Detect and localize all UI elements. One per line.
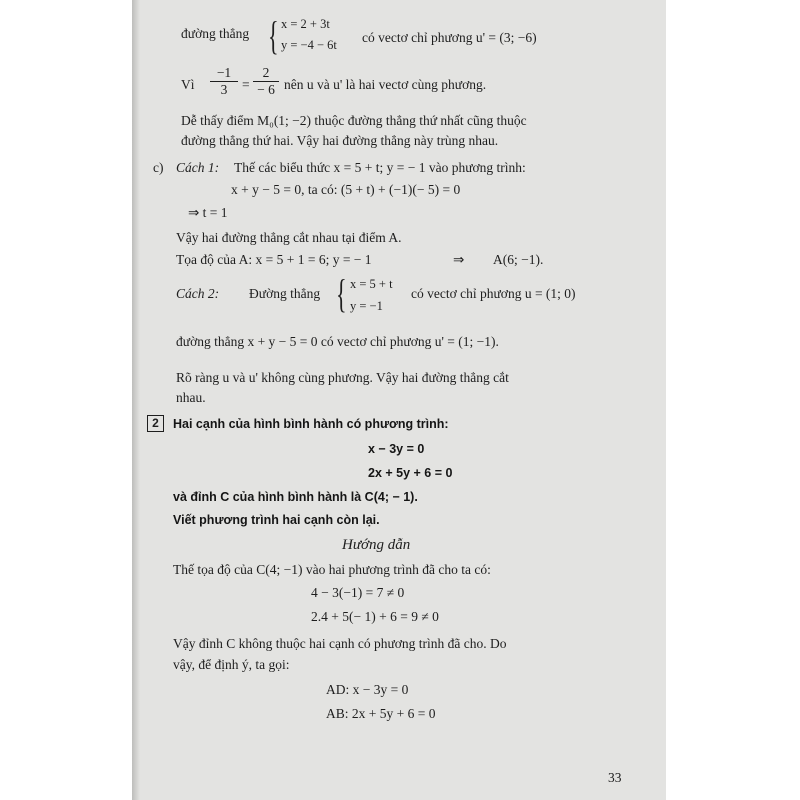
page-gutter-shadow — [132, 0, 140, 800]
final-line1: Rõ ràng u và u' không cùng phương. Vậy hai đường thẳng cắt — [176, 370, 509, 385]
guide-line2: Vậy đỉnh C không thuộc hai cạnh có phương trình đã cho. Do — [173, 636, 507, 651]
coordinate-result: A(6; −1). — [493, 252, 544, 267]
brace-symbol: { — [336, 271, 347, 316]
equation-ab: AB: 2x + 5y + 6 = 0 — [326, 706, 436, 721]
equals-sign: = — [242, 77, 250, 92]
cach2-prefix: Đường thẳng — [249, 286, 321, 301]
page-number: 33 — [608, 770, 622, 785]
fraction-2 — [253, 65, 279, 98]
cach2-suffix: có vectơ chỉ phương u = (1; 0) — [411, 286, 576, 301]
guide-line1: Thế tọa độ của C(4; −1) vào hai phương trình đã cho ta có: — [173, 562, 491, 577]
problem2-eq2: 2x + 5y + 6 = 0 — [368, 466, 453, 480]
block3-line1: Dễ thấy điểm M₀(1; −2) thuộc đường thẳng thứ nhất cũng thuộc — [181, 113, 527, 128]
problem2-line4: Viết phương trình hai cạnh còn lại. — [173, 513, 380, 527]
cach2-label: Cách 2: — [176, 286, 220, 301]
cach1-label: Cách 1: — [176, 160, 220, 175]
system-eq-line2: y = −4 − 6t — [281, 38, 337, 52]
problem2-eq1: x − 3y = 0 — [368, 442, 425, 456]
cach2-system-line2: y = −1 — [350, 299, 383, 313]
fraction-1-numerator: −1 — [210, 65, 238, 82]
cach1-text: Thế các biểu thức x = 5 + t; y = − 1 vào phương trình: — [234, 160, 526, 175]
coordinate-line: Tọa độ của A: x = 5 + 1 = 6; y = − 1 — [176, 252, 372, 267]
block2-tail: nên u và u' là hai vectơ cùng phương. — [284, 77, 487, 92]
cach1-equation: x + y − 5 = 0, ta có: (5 + t) + (−1)(− 5) = 0 — [231, 182, 461, 197]
guide-heading: Hướng dẫn — [342, 537, 411, 553]
problem2-line3: và đỉnh C của hình bình hành là C(4; − 1). — [173, 490, 418, 504]
fraction-2-denominator: − 6 — [257, 82, 275, 97]
problem-number-badge: 2 — [147, 415, 164, 432]
block3-line2: đường thẳng thứ hai. Vậy hai đường thẳng này trùng nhau. — [181, 133, 499, 148]
problem2-statement: Hai cạnh của hình bình hành có phương trình: — [173, 417, 449, 431]
part-c-label: c) — [153, 160, 164, 175]
guide-calc2: 2.4 + 5(− 1) + 6 = 9 ≠ 0 — [311, 609, 439, 624]
block1-prefix: đường thẳng — [181, 26, 250, 41]
block2-vi: Vì — [181, 77, 195, 92]
brace-symbol: { — [268, 13, 279, 58]
fraction-1 — [210, 65, 238, 98]
second-line-vector: đường thẳng x + y − 5 = 0 có vectơ chỉ phương u' = (1; −1). — [176, 334, 499, 349]
coordinate-arrow: ⇒ — [453, 252, 465, 267]
guide-calc1: 4 − 3(−1) = 7 ≠ 0 — [311, 585, 405, 600]
block1-suffix: có vectơ chỉ phương u' = (3; −6) — [362, 30, 537, 45]
fraction-1-denominator: 3 — [220, 82, 228, 97]
system-eq-line1: x = 2 + 3t — [281, 17, 330, 31]
cach1-conclusion: Vậy hai đường thẳng cắt nhau tại điểm A. — [176, 230, 402, 245]
cach2-system-line1: x = 5 + t — [350, 277, 393, 291]
equation-ad: AD: x − 3y = 0 — [326, 682, 409, 697]
final-line2: nhau. — [176, 390, 206, 405]
cach1-result: ⇒ t = 1 — [188, 205, 228, 220]
fraction-2-numerator: 2 — [253, 65, 279, 82]
guide-line3: vậy, để định ý, ta gọi: — [173, 657, 290, 672]
